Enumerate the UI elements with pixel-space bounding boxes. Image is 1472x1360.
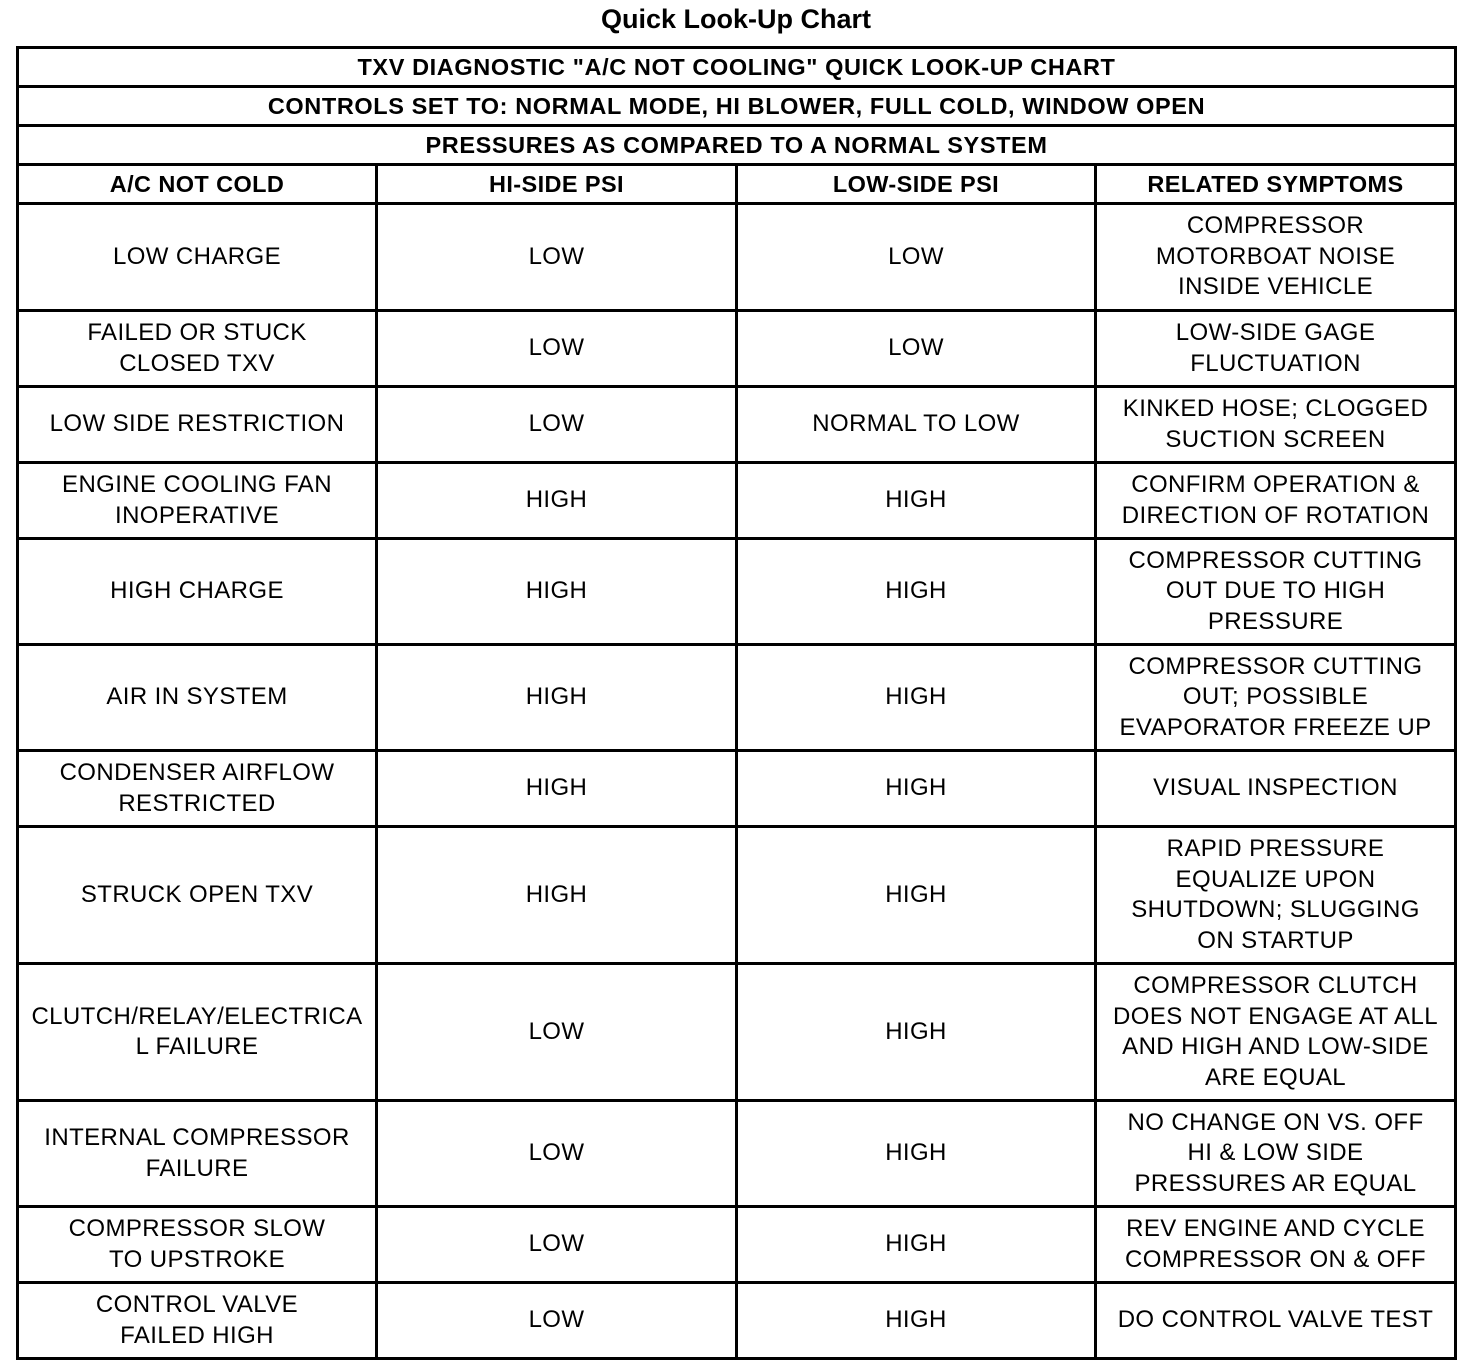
low-side-cell [737, 645, 1096, 751]
low-side-cell [737, 387, 1096, 463]
low-side-cell-text: HIGH [885, 1306, 947, 1334]
column-header-condition: A/C NOT COLD [18, 165, 377, 204]
pressure-comparison-note: PRESSURES AS COMPARED TO A NORMAL SYSTEM [18, 126, 1456, 165]
low-side-cell-text: HIGH [885, 486, 947, 514]
hi-side-cell-text: HIGH [525, 577, 588, 605]
table-row [18, 751, 1456, 827]
low-side-cell [737, 1101, 1096, 1207]
symptoms-cell-text: COMPRESSOR CLUTCH DOES NOT ENGAGE AT ALL AND HIGH AND LOW-SIDE ARE EQUAL [1113, 972, 1438, 1091]
condition-cell-text: FAILED OR STUCK CLOSED TXV [87, 319, 307, 377]
low-side-cell-text: HIGH [885, 1230, 947, 1258]
symptoms-cell [1096, 1101, 1456, 1207]
hi-side-cell [377, 387, 737, 463]
column-header-low-side: LOW-SIDE PSI [737, 165, 1096, 204]
symptoms-cell-text: COMPRESSOR CUTTING OUT; POSSIBLE EVAPORATOR FREEZE UP [1119, 652, 1432, 741]
symptoms-cell [1096, 204, 1456, 311]
hi-side-cell [377, 645, 737, 751]
table-row [18, 1207, 1456, 1283]
table-row [18, 645, 1456, 751]
hi-side-cell [377, 1283, 737, 1359]
condition-cell-text: STRUCK OPEN TXV [80, 880, 314, 908]
page-title: Quick Look-Up Chart [600, 4, 871, 34]
hi-side-cell-text: LOW [528, 1017, 585, 1045]
banner-row [18, 87, 1456, 126]
condition-cell [18, 311, 377, 387]
lookup-table [16, 46, 1457, 1360]
banner-row [18, 126, 1456, 165]
hi-side-cell-text: LOW [528, 242, 585, 270]
hi-side-cell-text: HIGH [525, 880, 588, 908]
symptoms-cell [1096, 539, 1456, 645]
table-row [18, 539, 1456, 645]
symptoms-cell [1096, 1207, 1456, 1283]
low-side-cell-text: HIGH [885, 577, 947, 605]
condition-cell [18, 387, 377, 463]
table-heading: TXV DIAGNOSTIC "A/C NOT COOLING" QUICK LOOK-UP CHART [18, 48, 1456, 87]
condition-cell [18, 751, 377, 827]
condition-cell-text: CLUTCH/RELAY/ELECTRICA L FAILURE [31, 1002, 363, 1060]
hi-side-cell-text: HIGH [525, 683, 588, 711]
low-side-cell-text: HIGH [885, 1139, 947, 1167]
symptoms-cell-text: KINKED HOSE; CLOGGED SUCTION SCREEN [1122, 395, 1429, 453]
hi-side-cell [377, 204, 737, 311]
low-side-cell [737, 311, 1096, 387]
condition-cell-text: ENGINE COOLING FAN INOPERATIVE [62, 471, 332, 529]
controls-setting-note: CONTROLS SET TO: NORMAL MODE, HI BLOWER, FULL COLD, WINDOW OPEN [18, 87, 1456, 126]
symptoms-cell [1096, 964, 1456, 1101]
table-row [18, 463, 1456, 539]
symptoms-cell [1096, 751, 1456, 827]
condition-cell [18, 539, 377, 645]
column-header-row [18, 165, 1456, 204]
symptoms-cell-text: RAPID PRESSURE EQUALIZE UPON SHUTDOWN; SLUGGING ON STARTUP [1131, 835, 1420, 954]
low-side-cell-text: LOW [888, 334, 944, 362]
symptoms-cell [1096, 645, 1456, 751]
symptoms-cell [1096, 311, 1456, 387]
symptoms-cell-text: NO CHANGE ON VS. OFF HI & LOW SIDE PRESSURES AR EQUAL [1127, 1108, 1424, 1197]
symptoms-cell-text: DO CONTROL VALVE TEST [1117, 1306, 1434, 1334]
low-side-cell [737, 1207, 1096, 1283]
low-side-cell [737, 463, 1096, 539]
symptoms-cell-text: REV ENGINE AND CYCLE COMPRESSOR ON & OFF [1125, 1215, 1426, 1273]
hi-side-cell-text: LOW [528, 1230, 585, 1258]
hi-side-cell [377, 539, 737, 645]
table-row [18, 964, 1456, 1101]
table-row [18, 204, 1456, 311]
low-side-cell-text: HIGH [885, 1017, 947, 1045]
column-header-hi-side: HI-SIDE PSI [377, 165, 737, 204]
symptoms-cell [1096, 463, 1456, 539]
symptoms-cell-text: CONFIRM OPERATION & DIRECTION OF ROTATION [1121, 471, 1430, 529]
low-side-cell-text: HIGH [885, 774, 947, 802]
hi-side-cell-text: LOW [528, 1139, 585, 1167]
table-row [18, 827, 1456, 964]
symptoms-cell-text: VISUAL INSPECTION [1153, 774, 1398, 802]
low-side-cell-text: LOW [888, 242, 944, 270]
low-side-cell [737, 1283, 1096, 1359]
low-side-cell [737, 827, 1096, 964]
condition-cell [18, 645, 377, 751]
hi-side-cell-text: HIGH [525, 486, 588, 514]
symptoms-cell-text: LOW-SIDE GAGE FLUCTUATION [1175, 319, 1376, 377]
condition-cell [18, 827, 377, 964]
condition-cell-text: COMPRESSOR SLOW TO UPSTROKE [68, 1215, 326, 1273]
column-header-symptoms: RELATED SYMPTOMS [1096, 165, 1456, 204]
condition-cell-text: HIGH CHARGE [110, 577, 284, 605]
hi-side-cell [377, 827, 737, 964]
hi-side-cell-text: HIGH [525, 774, 588, 802]
hi-side-cell [377, 463, 737, 539]
condition-cell-text: AIR IN SYSTEM [106, 683, 288, 711]
banner-row [18, 48, 1456, 87]
low-side-cell-text: HIGH [885, 880, 947, 908]
hi-side-cell [377, 964, 737, 1101]
low-side-cell [737, 751, 1096, 827]
condition-cell [18, 204, 377, 311]
condition-cell [18, 964, 377, 1101]
condition-cell [18, 1283, 377, 1359]
low-side-cell-text: NORMAL TO LOW [812, 410, 1020, 438]
symptoms-cell [1096, 827, 1456, 964]
table-row [18, 387, 1456, 463]
hi-side-cell [377, 311, 737, 387]
symptoms-cell [1096, 387, 1456, 463]
condition-cell-text: LOW CHARGE [112, 242, 281, 270]
table-row [18, 1283, 1456, 1359]
table-row [18, 1101, 1456, 1207]
hi-side-cell-text: LOW [528, 410, 585, 438]
hi-side-cell [377, 1207, 737, 1283]
low-side-cell [737, 204, 1096, 311]
symptoms-cell-text: COMPRESSOR CUTTING OUT DUE TO HIGH PRESSURE [1128, 546, 1423, 635]
condition-cell-text: CONDENSER AIRFLOW RESTRICTED [59, 759, 335, 817]
low-side-cell [737, 964, 1096, 1101]
condition-cell-text: LOW SIDE RESTRICTION [49, 410, 345, 438]
condition-cell [18, 1207, 377, 1283]
hi-side-cell-text: LOW [528, 334, 585, 362]
condition-cell-text: CONTROL VALVE FAILED HIGH [95, 1291, 299, 1349]
low-side-cell-text: HIGH [885, 683, 947, 711]
hi-side-cell [377, 1101, 737, 1207]
condition-cell [18, 1101, 377, 1207]
hi-side-cell [377, 751, 737, 827]
low-side-cell [737, 539, 1096, 645]
hi-side-cell-text: LOW [528, 1306, 585, 1334]
symptoms-cell [1096, 1283, 1456, 1359]
condition-cell [18, 463, 377, 539]
condition-cell-text: INTERNAL COMPRESSOR FAILURE [44, 1124, 350, 1182]
table-row [18, 311, 1456, 387]
symptoms-cell-text: COMPRESSOR MOTORBOAT NOISE INSIDE VEHICLE [1155, 212, 1396, 301]
